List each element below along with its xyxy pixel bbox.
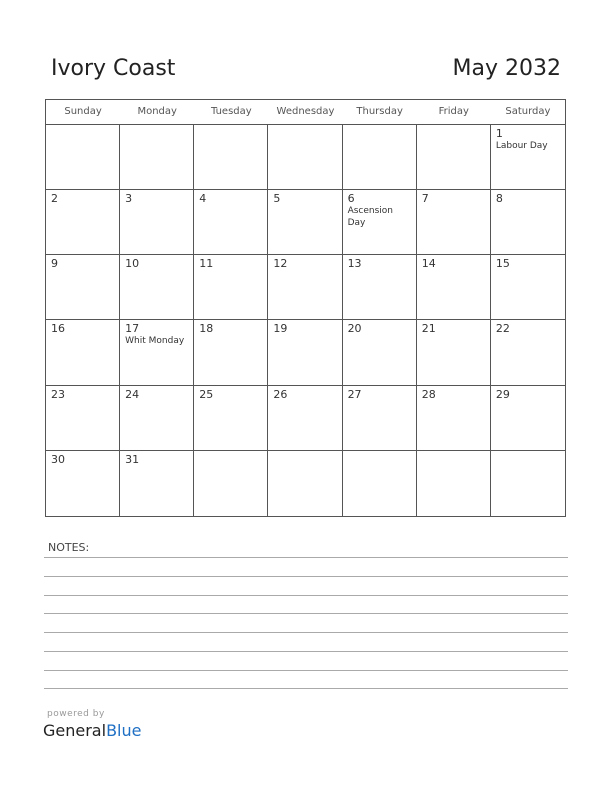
day-cell <box>491 451 565 516</box>
day-number: 20 <box>347 322 362 336</box>
note-line <box>44 613 568 614</box>
weekday-header <box>46 100 565 125</box>
day-cell <box>417 190 491 255</box>
day-cell <box>491 386 565 451</box>
day-cell <box>120 320 194 385</box>
day-cell <box>194 386 268 451</box>
notes-label: NOTES: <box>48 541 90 554</box>
day-cell <box>491 125 565 190</box>
day-cell <box>120 255 194 320</box>
day-cell <box>46 125 120 190</box>
day-number: 24 <box>125 387 140 401</box>
powered-by-text: powered by <box>47 709 105 719</box>
holiday-label: Whit Monday <box>125 336 185 347</box>
day-number: 7 <box>421 192 429 206</box>
day-cell <box>194 451 268 516</box>
day-cell <box>491 320 565 385</box>
country-title: Ivory Coast <box>51 56 176 81</box>
day-cell <box>194 190 268 255</box>
weekday-friday: Friday <box>438 106 469 117</box>
calendar-grid <box>45 99 566 517</box>
weekday-thursday: Thursday <box>356 106 403 117</box>
day-number: 9 <box>51 257 58 271</box>
day-number: 21 <box>421 322 436 336</box>
note-line <box>44 688 568 689</box>
day-cell <box>46 190 120 255</box>
brand-general: General <box>43 721 107 740</box>
brand-blue: Blue <box>106 721 142 740</box>
holiday-label: Ascension Day <box>347 206 393 229</box>
day-cell <box>343 451 417 516</box>
day-number: 13 <box>347 257 362 271</box>
day-cell <box>120 451 194 516</box>
note-line <box>44 670 568 671</box>
weekday-wednesday: Wednesday <box>276 106 335 117</box>
day-number: 26 <box>273 387 288 401</box>
day-number: 2 <box>51 192 58 206</box>
day-number: 6 <box>347 192 355 206</box>
note-line <box>44 632 568 633</box>
day-number: 17 <box>125 322 140 336</box>
weekday-saturday: Saturday <box>505 106 551 117</box>
day-cell <box>46 320 120 385</box>
day-cell <box>46 451 120 516</box>
day-cell <box>491 255 565 320</box>
day-number: 3 <box>125 192 133 206</box>
weekday-sunday: Sunday <box>64 106 102 117</box>
day-cell <box>417 386 491 451</box>
day-cell <box>120 125 194 190</box>
day-number: 22 <box>495 322 510 336</box>
day-number: 16 <box>51 322 65 336</box>
day-cell <box>46 255 120 320</box>
day-number: 1 <box>495 127 503 140</box>
day-cell <box>268 255 342 320</box>
day-cell <box>343 386 417 451</box>
day-number: 25 <box>199 387 214 401</box>
day-number: 30 <box>51 452 65 466</box>
day-number: 12 <box>273 257 288 271</box>
day-number: 19 <box>273 322 288 336</box>
day-cell <box>194 255 268 320</box>
day-number: 31 <box>125 452 140 466</box>
day-number: 10 <box>125 257 140 271</box>
weekday-tuesday: Tuesday <box>211 106 252 117</box>
weekday-monday: Monday <box>137 106 177 117</box>
day-cell <box>343 125 417 190</box>
day-number: 11 <box>199 257 214 271</box>
day-cell <box>194 125 268 190</box>
day-cell <box>268 125 342 190</box>
day-cell <box>343 320 417 385</box>
note-line <box>44 595 568 596</box>
holiday-label: Labour Day <box>495 141 548 151</box>
day-cell <box>268 386 342 451</box>
day-cell <box>194 320 268 385</box>
day-cell <box>46 386 120 451</box>
day-cell <box>417 255 491 320</box>
day-number: 18 <box>199 322 214 336</box>
generalblue-logo[interactable] <box>43 721 141 740</box>
note-line <box>44 576 568 577</box>
day-number: 5 <box>273 192 281 206</box>
day-cell <box>268 451 342 516</box>
day-number: 27 <box>347 387 362 401</box>
day-cell <box>417 320 491 385</box>
note-line <box>44 651 568 652</box>
day-cell <box>343 190 417 255</box>
day-cell <box>343 255 417 320</box>
day-cell <box>417 125 491 190</box>
day-number: 15 <box>495 257 510 271</box>
day-cell <box>120 386 194 451</box>
day-cell <box>268 320 342 385</box>
calendar-body <box>46 125 565 516</box>
day-number: 4 <box>199 192 207 206</box>
day-number: 29 <box>495 387 510 401</box>
day-cell <box>120 190 194 255</box>
day-cell <box>268 190 342 255</box>
day-number: 14 <box>421 257 436 271</box>
note-line <box>44 557 568 558</box>
day-number: 28 <box>421 387 436 401</box>
day-cell <box>491 190 565 255</box>
day-number: 8 <box>495 192 503 206</box>
day-number: 23 <box>51 387 65 401</box>
day-cell <box>417 451 491 516</box>
month-year-title: May 2032 <box>452 56 561 81</box>
